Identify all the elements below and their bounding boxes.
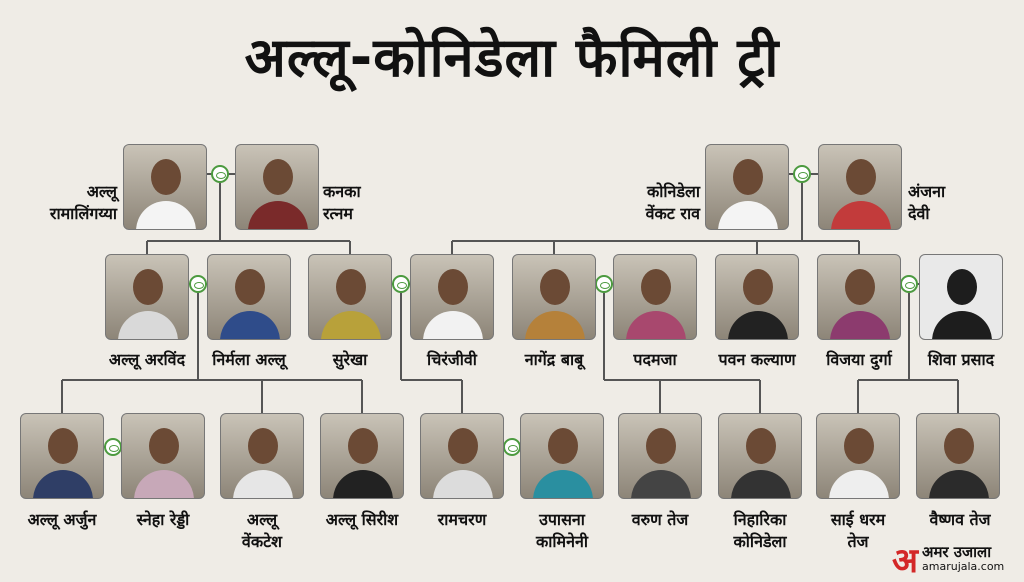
marriage-ring-icon — [503, 438, 521, 456]
photo-shiva-prasad-silhouette — [919, 254, 1003, 340]
photo-nirmala-allu — [207, 254, 291, 340]
photo-chiranjeevi — [410, 254, 494, 340]
marriage-ring-icon — [211, 165, 229, 183]
label-konidela-venkat-rao: कोनिडेला वेंकट राव — [645, 182, 700, 223]
label-allu-sirish: अल्लू सिरीश — [325, 510, 399, 529]
photo-allu-arjun — [20, 413, 104, 499]
photo-sai-dharam-tej — [816, 413, 900, 499]
label-allu-aravind: अल्लू अरविंद — [108, 350, 186, 369]
label-chiranjeevi: चिरंजीवी — [427, 350, 477, 369]
photo-anjana-devi — [818, 144, 902, 230]
label-pawan-kalyan: पवन कल्याण — [718, 350, 796, 369]
photo-pawan-kalyan — [715, 254, 799, 340]
label-anjana-devi: अंजना देवी — [908, 182, 946, 223]
photo-nagendra-babu — [512, 254, 596, 340]
label-vaishnav-tej: वैष्णव तेज — [929, 510, 991, 529]
page-title: अल्लू-कोनिडेला फैमिली ट्री — [244, 26, 780, 89]
label-nirmala-allu: निर्मला अल्लू — [212, 350, 286, 369]
label-niharika-konidela: निहारिका कोनिडेला — [733, 510, 787, 551]
label-sneha-reddy: स्नेहा रेड्डी — [136, 510, 190, 529]
photo-vijaya-durga — [817, 254, 901, 340]
label-allu-ramalingaiah: अल्लू रामालिंगय्या — [49, 182, 117, 223]
label-nagendra-babu: नागेंद्र बाबू — [524, 350, 584, 369]
marriage-ring-icon — [104, 438, 122, 456]
logo-name: अमर उजाला — [922, 543, 992, 561]
logo-url: amarujala.com — [922, 560, 1005, 573]
marriage-ring-icon — [900, 275, 918, 293]
marriage-ring-icon — [793, 165, 811, 183]
label-allu-venkatesh: अल्लू वेंकटेश — [241, 510, 283, 551]
marriage-ring-icon — [189, 275, 207, 293]
photo-allu-ramalingaiah — [123, 144, 207, 230]
label-shiva-prasad: शिवा प्रसाद — [927, 350, 995, 369]
label-ramcharan: रामचरण — [437, 510, 487, 529]
photo-sneha-reddy — [121, 413, 205, 499]
photo-allu-aravind — [105, 254, 189, 340]
photo-upasana-kamineni — [520, 413, 604, 499]
photo-surekha — [308, 254, 392, 340]
photo-vaishnav-tej — [916, 413, 1000, 499]
marriage-ring-icon — [595, 275, 613, 293]
label-varun-tej: वरुण तेज — [631, 510, 689, 529]
photo-kanaka-ratnam — [235, 144, 319, 230]
logo-mark: अ — [892, 541, 918, 581]
photo-konidela-venkat-rao — [705, 144, 789, 230]
photo-allu-sirish — [320, 413, 404, 499]
label-allu-arjun: अल्लू अर्जुन — [27, 510, 97, 529]
photo-padmaja — [613, 254, 697, 340]
label-upasana-kamineni: उपासना कामिनेनी — [535, 510, 589, 551]
label-padmaja: पदमजा — [633, 350, 677, 369]
label-surekha: सुरेखा — [332, 350, 368, 369]
photo-varun-tej — [618, 413, 702, 499]
label-kanaka-ratnam: कनका रत्नम — [323, 182, 361, 223]
amar-ujala-logo — [892, 540, 1022, 581]
marriage-ring-icon — [392, 275, 410, 293]
label-vijaya-durga: विजया दुर्गा — [826, 350, 892, 369]
photo-niharika-konidela — [718, 413, 802, 499]
photo-ramcharan — [420, 413, 504, 499]
photo-allu-venkatesh — [220, 413, 304, 499]
label-sai-dharam-tej: साई धरम तेज — [830, 510, 886, 551]
